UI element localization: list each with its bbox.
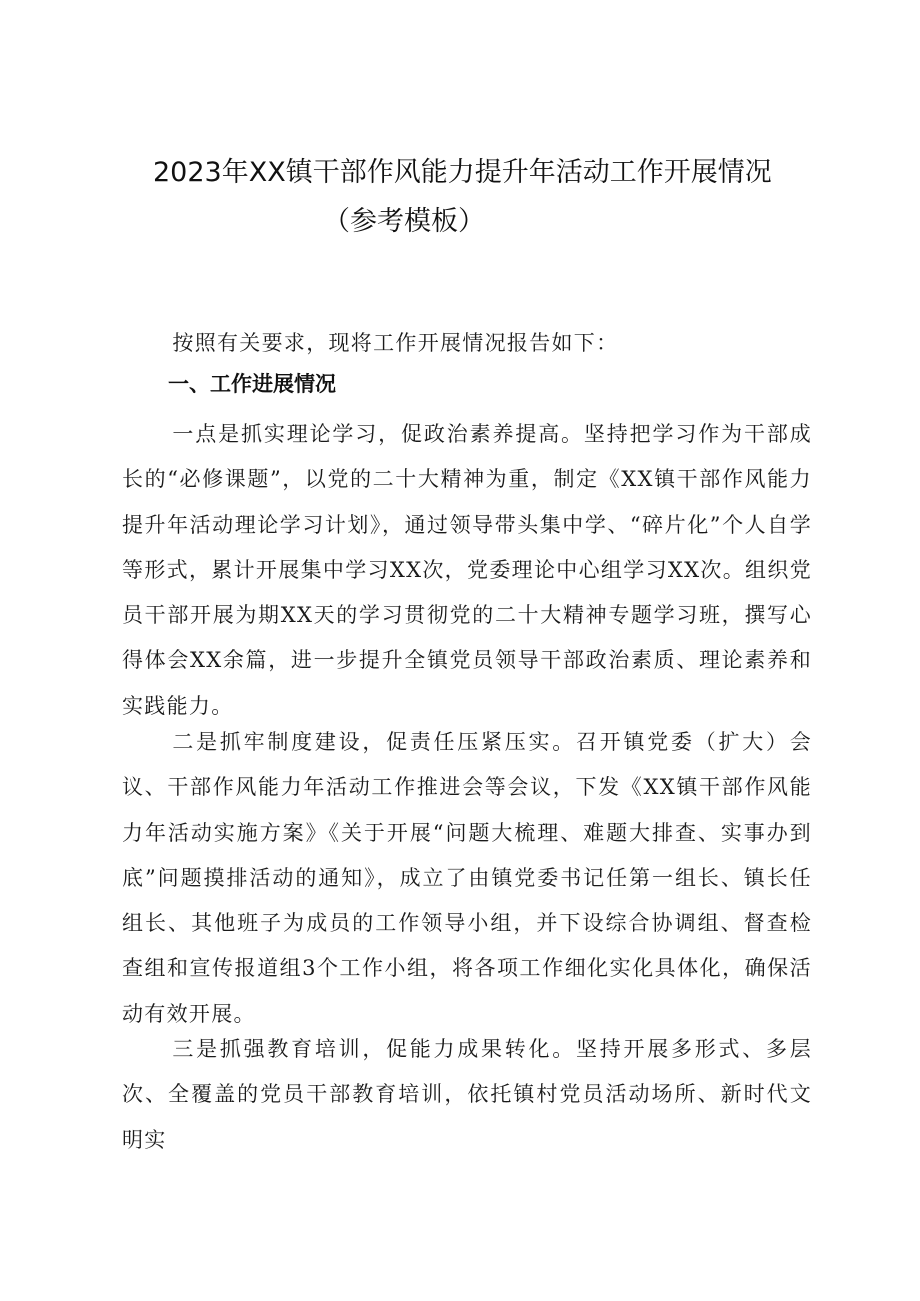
document-title: 2023年XX镇干部作风能力提升年活动工作开展情况 (153, 157, 772, 188)
document-subtitle: （参考模板） (323, 206, 485, 237)
paragraph-text: 二是抓牢制度建设，促责任压紧压实。召开镇党委（扩大）会议、干部作风能力年活动工作推进会等会议，下发《XX镇干部作风能力年活动实施方案》《关于开展“问题大梳理、难题大排查、实事办到底”问题摸排活动的通知》，成立了由镇党委书记任第一组长、镇长任组长、其他班子为成员的工作领导小组，并下设综合协调组、督查检查组和宣传报道组3个工作小组，将各项工作细化实化具体化，确保活动有效开展。 (122, 730, 812, 1026)
paragraph-text: 一点是抓实理论学习，促政治素养提高。坚持把学习作为干部成长的“必修课题”，以党的二十大精神为重，制定《XX镇干部作风能力提升年活动理论学习计划》，通过领导带头集中学、“碎片化”个人自学等形式，累计开展集中学习XX次，党委理论中心组学习XX次。组织党员干部开展为期XX天的学习贯彻党的二十大精神专题学习班，撰写心得体会XX余篇，进一步提升全镇党员领导干部政治素质、理论素养和实践能力。 (122, 422, 812, 718)
paragraph-3 (122, 1027, 812, 1163)
intro-paragraph (122, 321, 812, 366)
paragraph-1 (122, 412, 812, 729)
section-heading: 一、工作进展情况 (168, 372, 336, 396)
paragraph-text: 三是抓强教育培训，促能力成果转化。坚持开展多形式、多层次、全覆盖的党员干部教育培训，依托镇村党员活动场所、新时代文明实 (122, 1037, 812, 1152)
paragraph-2 (122, 720, 812, 1037)
intro-text: 按照有关要求，现将工作开展情况报告如下： (172, 331, 619, 355)
